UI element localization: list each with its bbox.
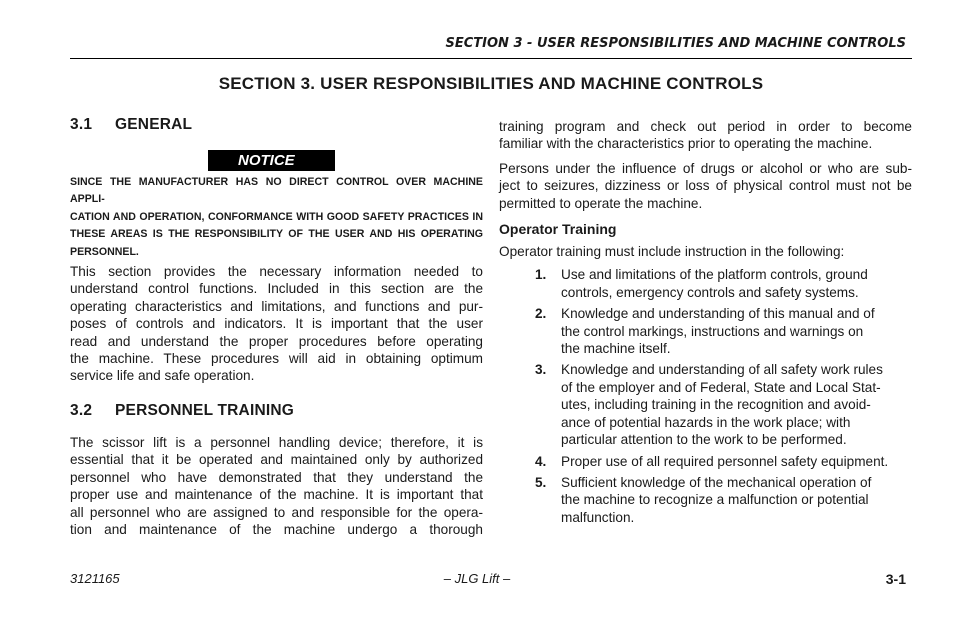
personnel-training-heading xyxy=(70,402,483,420)
left-column xyxy=(70,116,483,538)
list-item-line: particular attention to the work to be performed. xyxy=(561,432,847,448)
list-item xyxy=(499,453,912,470)
general-paragraph xyxy=(70,263,483,385)
list-item-line: Knowledge and understanding of this manual and of xyxy=(561,306,875,322)
general-heading-number: 3.1 xyxy=(70,116,93,133)
paragraph-line: essential that it be operated and maintained only by authorized xyxy=(70,452,483,468)
paragraph-line: the machine. These procedures will aid in obtaining optimum xyxy=(70,351,483,367)
list-item-number: 4. xyxy=(535,453,547,469)
notice-line: CATION AND OPERATION, CONFORMANCE WITH GOOD SAFETY PRACTICES IN xyxy=(70,210,483,223)
paragraph-line: Persons under the influence of drugs or alcohol or who are sub- xyxy=(499,160,912,176)
paragraph-line: permitted to operate the machine. xyxy=(499,195,703,211)
list-item-line: controls, emergency controls and safety systems. xyxy=(561,284,859,300)
paragraph-line: read and understand the proper procedures before operating xyxy=(70,333,483,349)
notice-line: SINCE THE MANUFACTURER HAS NO DIRECT CONTROL OVER MACHINE APPLI- xyxy=(70,176,483,206)
list-item-line: ance of potential hazards in the work place; with xyxy=(561,414,851,430)
section-title: SECTION 3. USER RESPONSIBILITIES AND MACHINE CONTROLS xyxy=(218,74,764,93)
list-item-number: 5. xyxy=(535,474,547,490)
list-item xyxy=(499,474,912,526)
paragraph-line: proper use and maintenance of the machine. It is important that xyxy=(70,487,483,503)
list-item xyxy=(499,361,912,448)
operator-training-intro: Operator training must include instruction in the following: xyxy=(499,244,845,260)
paragraph-line: The scissor lift is a personnel handling device; therefore, it is xyxy=(70,434,483,450)
list-item-text xyxy=(561,361,912,448)
footer-doc-number: 3121165 xyxy=(70,571,120,586)
notice-line: PERSONNEL. xyxy=(70,245,139,258)
paragraph-line: poses of controls and indicators. It is important that the user xyxy=(70,316,483,332)
personnel-training-heading-number: 3.2 xyxy=(70,401,93,419)
paragraph-line: This section provides the necessary information needed to xyxy=(70,264,483,280)
list-item-line: Proper use of all required personnel safety equipment. xyxy=(561,453,889,469)
list-item-line: the machine to recognize a malfunction or potential xyxy=(561,492,869,508)
right-column xyxy=(499,118,912,526)
operator-training-heading: Operator Training xyxy=(499,221,617,238)
paragraph-line: operating characteristics and limitations, and functions and pur- xyxy=(70,298,483,314)
list-item-text xyxy=(561,305,912,357)
header-rule xyxy=(70,58,912,59)
list-item-text xyxy=(561,474,912,526)
list-item-line: the control markings, instructions and warnings on xyxy=(561,323,864,339)
list-item-number: 1. xyxy=(535,267,547,283)
list-item-line: utes, including training in the recognition and avoid- xyxy=(561,397,871,413)
personnel-training-paragraph-continued xyxy=(499,118,912,153)
footer-brand: – JLG Lift – xyxy=(443,571,511,586)
paragraph-line: service life and safe operation. xyxy=(70,368,255,384)
paragraph-line: tion and maintenance of the machine undergo a thorough xyxy=(70,521,483,537)
notice-text xyxy=(70,174,483,261)
paragraph-line: training program and check out period in order to become xyxy=(499,119,912,134)
influence-paragraph xyxy=(499,160,912,212)
list-item-text xyxy=(561,266,912,301)
list-item-number: 3. xyxy=(535,362,547,378)
paragraph-line: personnel who have demonstrated that they understand the xyxy=(70,469,483,485)
paragraph-line: all personnel who are assigned to and responsible for the opera- xyxy=(70,504,483,520)
list-item-line: the machine itself. xyxy=(561,341,671,357)
list-item-line: Knowledge and understanding of all safety work rules xyxy=(561,362,883,378)
paragraph-line: familiar with the characteristics prior to operating the machine. xyxy=(499,136,873,152)
list-item-line: Sufficient knowledge of the mechanical operation of xyxy=(561,474,872,490)
personnel-training-heading-title: PERSONNEL TRAINING xyxy=(115,401,294,419)
list-item xyxy=(499,305,912,357)
operator-training-list xyxy=(499,266,912,526)
list-item xyxy=(499,266,912,301)
list-item-line: of the employer and of Federal, State and Local Stat- xyxy=(561,379,881,395)
list-item-line: Use and limitations of the platform controls, ground xyxy=(561,267,868,283)
paragraph-line: ject to seizures, dizziness or loss of physical control must not be xyxy=(499,178,912,194)
general-heading xyxy=(70,116,483,134)
running-header: SECTION 3 - USER RESPONSIBILITIES AND MACHINE CONTROLS xyxy=(445,36,906,51)
notice-label: NOTICE xyxy=(208,150,335,171)
paragraph-line: understand control functions. Included in this section are the xyxy=(70,281,483,297)
list-item-number: 2. xyxy=(535,306,547,322)
list-item-line: malfunction. xyxy=(561,509,635,525)
footer-page-number: 3-1 xyxy=(885,571,906,587)
list-item-text xyxy=(561,453,912,470)
general-heading-title: GENERAL xyxy=(115,116,193,133)
personnel-training-paragraph xyxy=(70,434,483,538)
notice-line: THESE AREAS IS THE RESPONSIBILITY OF THE USER AND HIS OPERATING xyxy=(70,228,483,241)
